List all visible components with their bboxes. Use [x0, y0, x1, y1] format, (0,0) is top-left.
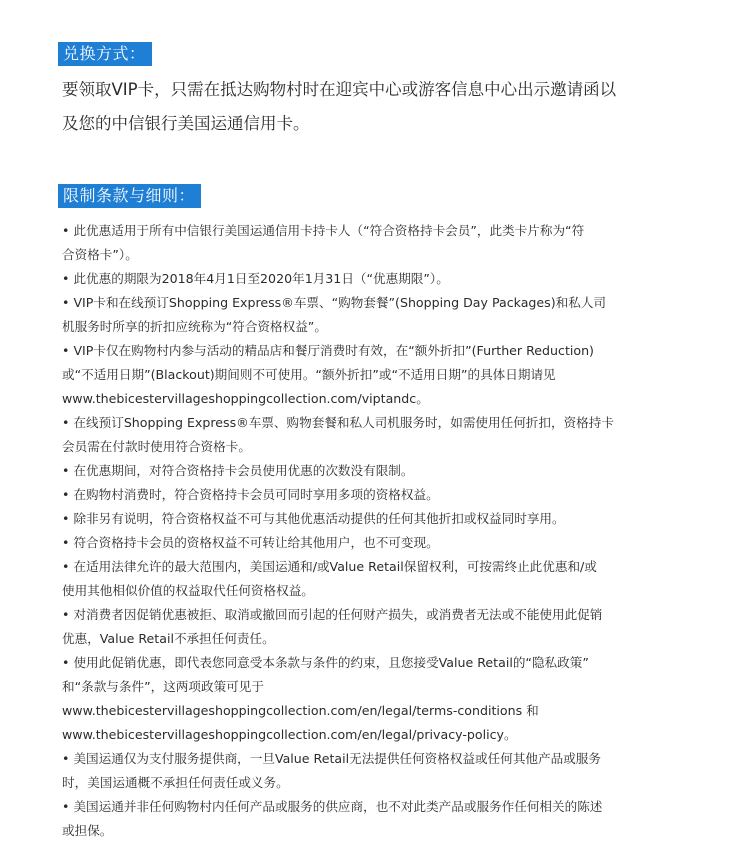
bullet-marker: •	[62, 487, 74, 502]
terms-heading: 限制条款与细则：	[58, 184, 201, 208]
term-item	[62, 219, 682, 267]
term-line: 使用其他相似价值的权益取代任何资格权益。	[62, 583, 314, 598]
term-line: • 此优惠适用于所有中信银行美国运通信用卡持卡人（“符合资格持卡会员”，此类卡片称为“符	[62, 223, 585, 238]
bullet-marker: •	[62, 271, 74, 286]
term-line: • 在优惠期间，对符合资格持卡会员使用优惠的次数没有限制。	[62, 463, 414, 478]
term-item	[62, 531, 682, 555]
term-item	[62, 507, 682, 531]
term-line: 机服务时所享的折扣应统称为“符合资格权益”。	[62, 319, 327, 334]
term-line: 优惠，Value Retail不承担任何责任。	[62, 631, 275, 646]
term-line: • 此优惠的期限为2018年4月1日至2020年1月31日（“优惠期限”）。	[62, 271, 449, 286]
redeem-line: 及您的中信银行美国运通信用卡。	[62, 114, 310, 133]
term-line: • 除非另有说明，符合资格权益不可与其他优惠活动提供的任何其他折扣或权益同时享用。	[62, 511, 565, 526]
redeem-instructions	[62, 73, 692, 141]
term-line: 时，美国运通概不承担任何责任或义务。	[62, 775, 289, 790]
bullet-marker: •	[62, 295, 74, 310]
term-item	[62, 339, 682, 411]
term-line: • 美国运通并非任何购物村内任何产品或服务的供应商，也不对此类产品或服务作任何相关的陈述	[62, 799, 603, 814]
term-item	[62, 291, 682, 339]
redeem-heading: 兑换方式：	[58, 42, 152, 66]
bullet-marker: •	[62, 559, 74, 574]
term-line: www.thebicestervillageshoppingcollection.com/en/legal/terms-conditions 和	[62, 703, 539, 718]
term-line: • 美国运通仅为支付服务提供商，一旦Value Retail无法提供任何资格权益或任何其他产品或服务	[62, 751, 601, 766]
term-line: • 在购物村消费时，符合资格持卡会员可同时享用多项的资格权益。	[62, 487, 439, 502]
term-item	[62, 651, 682, 747]
term-line: • VIP卡和在线预订Shopping Express®车票、“购物套餐”(Shopping Day Packages)和私人司	[62, 295, 607, 310]
bullet-marker: •	[62, 535, 74, 550]
term-line: • 在适用法律允许的最大范围内，美国运通和/或Value Retail保留权利，可按需终止此优惠和/或	[62, 559, 597, 574]
term-line: 或“不适用日期”(Blackout)期间则不可使用。“额外折扣”或“不适用日期”的具体日期请见	[62, 367, 556, 382]
bullet-marker: •	[62, 799, 74, 814]
term-line: 会员需在付款时使用符合资格卡。	[62, 439, 251, 454]
term-item	[62, 411, 682, 459]
bullet-marker: •	[62, 655, 74, 670]
term-line: • 使用此促销优惠，即代表您同意受本条款与条件的约束，且您接受Value Retail的“隐私政策”	[62, 655, 589, 670]
term-line: • 对消费者因促销优惠被拒、取消或撤回而引起的任何财产损失，或消费者无法或不能使用此促销	[62, 607, 603, 622]
bullet-marker: •	[62, 415, 74, 430]
redeem-line: 要领取VIP卡，只需在抵达购物村时在迎宾中心或游客信息中心出示邀请函以	[62, 80, 617, 99]
term-item	[62, 795, 682, 843]
bullet-marker: •	[62, 751, 74, 766]
term-line: www.thebicestervillageshoppingcollection.com/viptandc。	[62, 391, 429, 406]
term-item	[62, 747, 682, 795]
bullet-marker: •	[62, 607, 74, 622]
term-line: 或担保。	[62, 823, 113, 838]
term-item	[62, 483, 682, 507]
term-item	[62, 267, 682, 291]
bullet-marker: •	[62, 223, 74, 238]
term-line: • 符合资格持卡会员的资格权益不可转让给其他用户，也不可变现。	[62, 535, 439, 550]
bullet-marker: •	[62, 511, 74, 526]
term-line: 合资格卡”）。	[62, 247, 138, 262]
term-line: 和“条款与条件”，这两项政策可见于	[62, 679, 264, 694]
term-item	[62, 603, 682, 651]
bullet-marker: •	[62, 463, 74, 478]
term-item	[62, 459, 682, 483]
term-item	[62, 555, 682, 603]
term-line: • 在线预订Shopping Express®车票、购物套餐和私人司机服务时，如需使用任何折扣，资格持卡	[62, 415, 614, 430]
terms-list	[62, 219, 682, 843]
term-line: • VIP卡仅在购物村内参与活动的精品店和餐厅消费时有效，在“额外折扣”(Further Reduction)	[62, 343, 594, 358]
bullet-marker: •	[62, 343, 74, 358]
term-line: www.thebicestervillageshoppingcollection.com/en/legal/privacy-policy。	[62, 727, 517, 742]
